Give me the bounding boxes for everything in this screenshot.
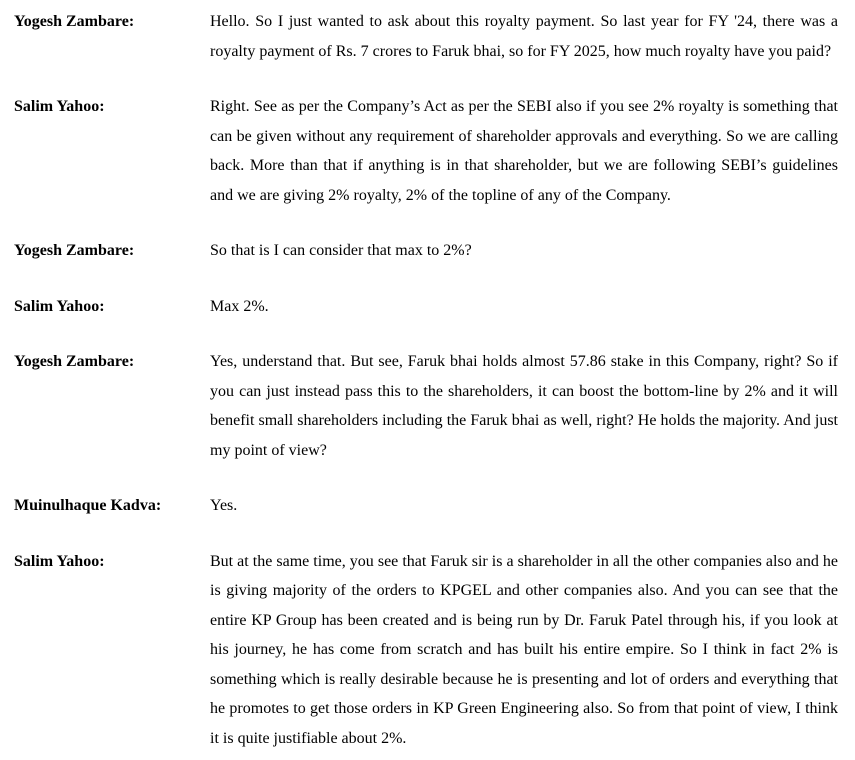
transcript-row [14,92,838,210]
speaker-name: Salim Yahoo: [14,297,105,315]
speaker-name: Salim Yahoo: [14,552,105,570]
speech-text: Max 2%. [210,297,269,315]
speech-text: But at the same time, you see that Faruk sir is a shareholder in all the other companies also and he is giving majority of the orders to KPGEL and other companies also. And you can see that the entire KP Group has been created and is being run by Dr. Faruk Patel through his, if you look at his journey, he has come from scratch and has built his entire empire. So I think in fact 2% is something which is really desirable because he is presenting and lot of orders and everything that he promotes to get those orders in KP Green Engineering also. So from that point of view, I think it is quite justifiable about 2%. [210,552,838,747]
speaker-name: Yogesh Zambare: [14,13,135,30]
transcript-row [14,7,838,66]
speech-text: So that is I can consider that max to 2%? [210,242,472,259]
speaker-name: Yogesh Zambare: [14,242,135,259]
speech-text: Yes. [210,497,238,514]
transcript-row [14,491,838,521]
speech-text: Right. See as per the Company’s Act as per the SEBI also if you see 2% royalty is something that can be given without any requirement of shareholder approvals and everything. So we are calling back. More than that if anything is in that shareholder, but we are following SEBI’s guidelines and we are giving 2% royalty, 2% of the topline of any of the Company. [210,98,838,204]
speaker-name: Salim Yahoo: [14,98,105,115]
transcript-row [14,292,838,322]
speaker-name: Yogesh Zambare: [14,353,135,370]
transcript-row [14,347,838,465]
transcript-row [14,236,838,266]
transcript-row [14,547,838,754]
speech-text: Yes, understand that. But see, Faruk bhai holds almost 57.86 stake in this Company, right? So if you can just instead pass this to the shareholders, it can boost the bottom-line by 2% and it will benefit small shareholders including the Faruk bhai as well, right? He holds the majority. And just my point of view? [210,353,838,459]
speech-text: Hello. So I just wanted to ask about this royalty payment. So last year for FY '24, there was a royalty payment of Rs. 7 crores to Faruk bhai, so for FY 2025, how much royalty have you paid? [210,13,838,60]
speaker-name: Muinulhaque Kadva: [14,497,162,514]
